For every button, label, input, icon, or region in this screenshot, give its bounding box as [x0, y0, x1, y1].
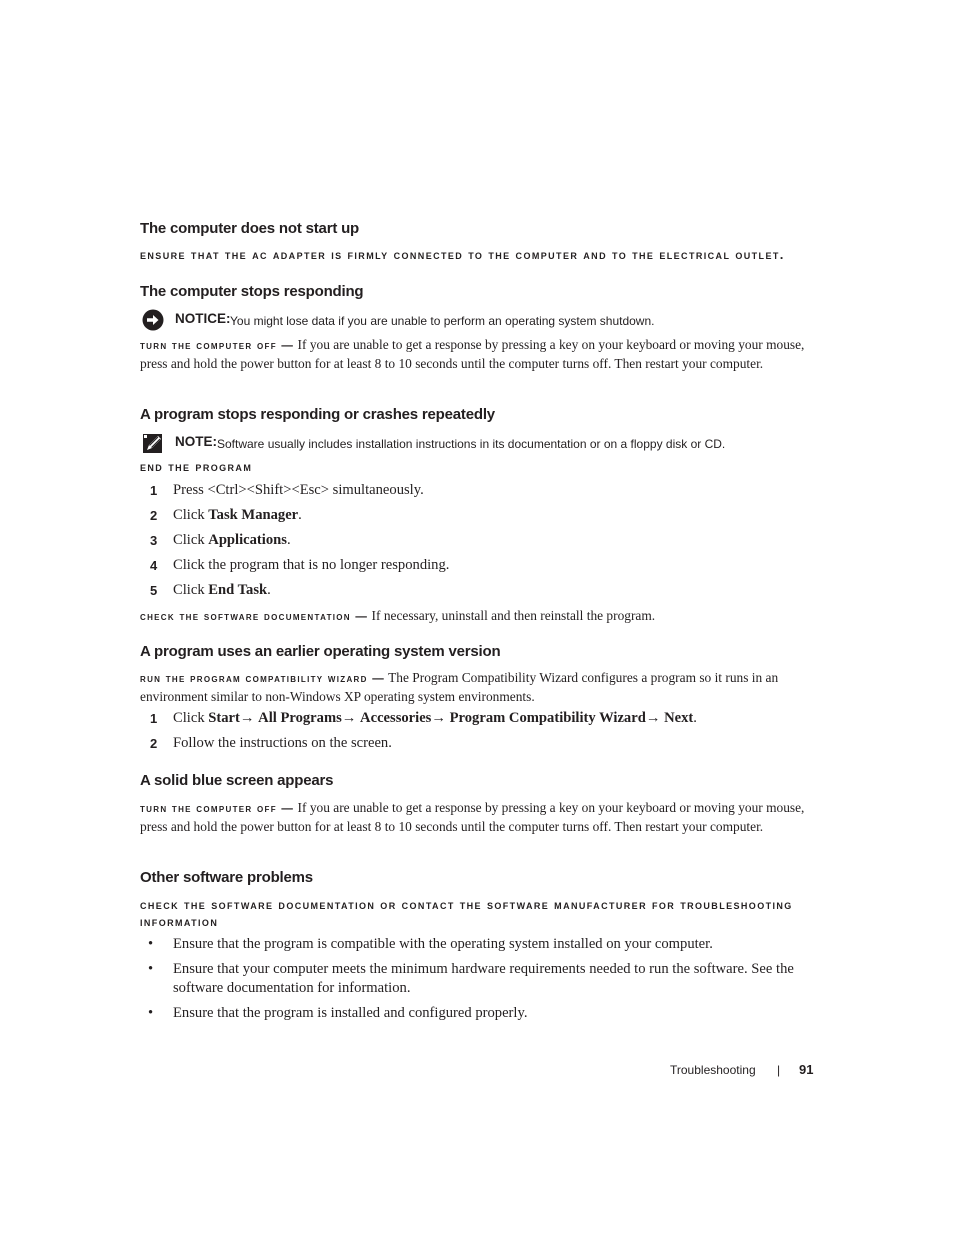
step-number: 4 — [150, 558, 158, 573]
notice-box — [140, 309, 812, 333]
footer-section-name: Troubleshooting — [670, 1063, 756, 1077]
bullet-text: Ensure that your computer meets the minimum hardware requirements needed to run the software. See the software documentation for information. — [173, 961, 794, 996]
lead-turn-off-2: turn the computer off — — [140, 803, 295, 815]
body-turn-off-1: If you are unable to get a response by pressing a key on your keyboard or moving your mouse, press and hold the power button for at least 8 to 10 seconds until the computer turns off. Then restart your computer. — [140, 337, 805, 371]
step-text: Click End Task. — [173, 582, 271, 598]
bullet-dot: • — [148, 936, 154, 952]
lead-check-docs: check the software documentation — — [140, 611, 369, 623]
bullet-text: Ensure that the program is compatible with the operating system installed on your computer. — [173, 936, 713, 952]
heading-earlier-os: A program uses an earlier operating system version — [140, 643, 501, 660]
note-pencil-icon — [142, 432, 164, 454]
caption-ensure-ac-adapter: ensure that the ac adapter is firmly connected to the computer and to the electrical outlet. — [140, 247, 785, 262]
page-number: 91 — [799, 1062, 814, 1077]
step-number: 1 — [150, 711, 158, 726]
paragraph-turn-off-1 — [140, 336, 812, 372]
lead-turn-off-1: turn the computer off — — [140, 340, 295, 352]
heading-other-problems: Other software problems — [140, 869, 313, 886]
step-text: Click Start→ All Programs→ Accessories→ Program Compatibility Wizard→ Next. — [173, 710, 697, 726]
notice-label: NOTICE: — [175, 311, 231, 326]
body-compat-wizard: The Program Compatibility Wizard configures a program so it runs in an environment similar to non-Windows XP operating system environments. — [140, 670, 779, 704]
bullet-text: Ensure that the program is installed and configured properly. — [173, 1005, 528, 1021]
notice-icon — [142, 309, 164, 331]
body-check-docs: If necessary, uninstall and then reinstall the program. — [371, 608, 656, 623]
paragraph-turn-off-2 — [140, 799, 812, 835]
step-text: Click Task Manager. — [173, 507, 302, 523]
heading-stops-responding: The computer stops responding — [140, 283, 364, 300]
step-number: 2 — [150, 508, 158, 523]
step-text: Click the program that is no longer responding. — [173, 557, 450, 573]
note-label: NOTE: — [175, 434, 217, 449]
note-box — [140, 432, 812, 456]
heading-not-start-up: The computer does not start up — [140, 220, 360, 237]
step-number: 5 — [150, 583, 158, 598]
footer-separator: | — [777, 1063, 781, 1077]
step-text: Follow the instructions on the screen. — [173, 735, 392, 751]
caption-check-docs-contact: check the software documentation or contact the software manufacturer for troubleshooting information — [140, 897, 793, 929]
notice-text: You might lose data if you are unable to perform an operating system shutdown. — [230, 314, 655, 328]
heading-program-crashes: A program stops responding or crashes repeatedly — [140, 406, 495, 423]
bullet-dot: • — [148, 961, 154, 977]
step-number: 1 — [150, 483, 158, 498]
step-text: Press <Ctrl><Shift><Esc> simultaneously. — [173, 482, 424, 498]
heading-blue-screen: A solid blue screen appears — [140, 772, 334, 789]
note-text: Software usually includes installation instructions in its documentation or on a floppy disk or CD. — [217, 437, 726, 451]
step-number: 3 — [150, 533, 158, 548]
paragraph-check-docs — [140, 607, 812, 626]
paragraph-compat-wizard — [140, 669, 812, 705]
bullet-dot: • — [148, 1005, 154, 1021]
step-number: 2 — [150, 736, 158, 751]
lead-compat-wizard: run the program compatibility wizard — — [140, 673, 386, 685]
step-text: Click Applications. — [173, 532, 291, 548]
body-turn-off-2: If you are unable to get a response by pressing a key on your keyboard or moving your mouse, press and hold the power button for at least 8 to 10 seconds until the computer turns off. Then restart your computer. — [140, 800, 805, 834]
caption-end-program: end the program — [140, 459, 253, 474]
